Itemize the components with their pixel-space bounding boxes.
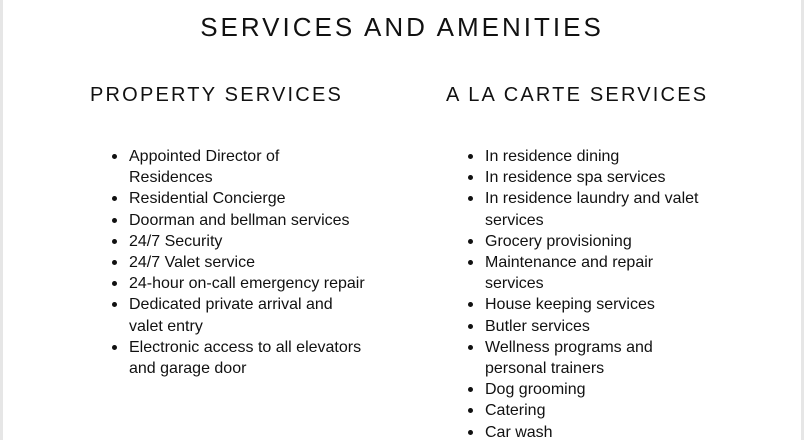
list-item: Maintenance and repair services [466, 252, 706, 294]
list-item: Dedicated private arrival and valet entry [110, 294, 365, 336]
list-item: Wellness programs and personal trainers [466, 337, 706, 379]
list-item: 24/7 Security [110, 231, 365, 252]
list-item: Electronic access to all elevators and garage door [110, 337, 365, 379]
a-la-carte-services-section [446, 84, 776, 441]
property-services-heading: PROPERTY SERVICES [90, 84, 344, 106]
list-item: In residence spa services [466, 167, 706, 188]
list-item: Grocery provisioning [466, 231, 706, 252]
list-item: Butler services [466, 316, 706, 337]
list-item: Appointed Director of Residences [110, 146, 365, 188]
list-item: 24/7 Valet service [110, 252, 365, 273]
list-item: In residence dining [466, 146, 706, 167]
a-la-carte-services-list [466, 146, 706, 443]
property-services-list [110, 146, 365, 379]
list-item: In residence laundry and valet services [466, 188, 706, 230]
list-item: Dog grooming [466, 379, 706, 400]
list-item: House keeping services [466, 294, 706, 315]
page-title: SERVICES AND AMENITIES [200, 12, 604, 42]
list-item: Doorman and bellman services [110, 210, 365, 231]
property-services-section [90, 84, 390, 378]
a-la-carte-services-heading: A LA CARTE SERVICES [446, 84, 709, 106]
list-item: Residential Concierge [110, 188, 365, 209]
page-left-edge [0, 0, 3, 440]
list-item: Catering [466, 400, 706, 421]
list-item: 24-hour on-call emergency repair [110, 273, 365, 294]
list-item: Car wash [466, 422, 706, 443]
